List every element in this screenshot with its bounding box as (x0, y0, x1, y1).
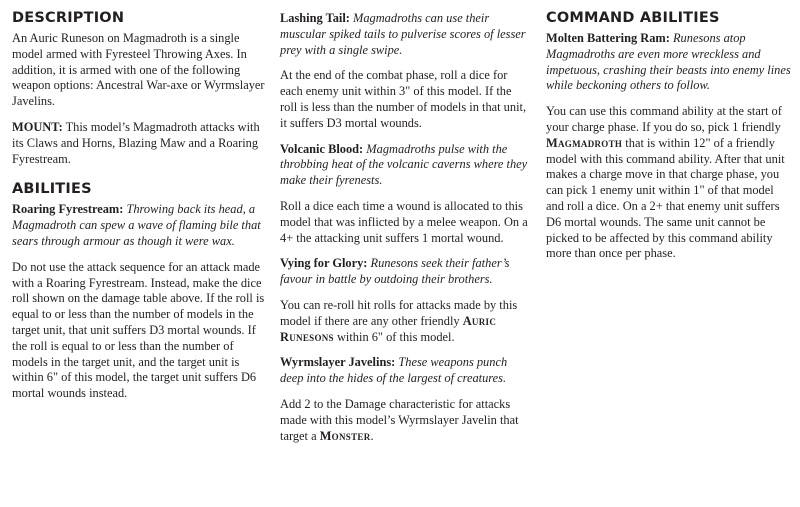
volcanic-blood-paragraph (280, 142, 530, 189)
lashing-tail-paragraph (280, 11, 530, 58)
wyrmslayer-javelins-paragraph (280, 355, 530, 387)
wyrmslayer-javelins-rules (280, 397, 530, 444)
volcanic-blood-label: Volcanic Blood: (280, 141, 364, 156)
ram-rules-text: You can use this command ability at the start of your charge phase. If you do so, pick 1 friendly (546, 104, 782, 134)
javelins-rules-text: Add 2 to the Damage characteristic for attacks made with this model’s Wyrmslayer Javelin that target a (280, 396, 519, 443)
volcanic-blood-rules: Roll a dice each time a wound is allocated to this model that was inflicted by a melee weapon. On a 4+ the attacking unit suffers 1 mortal wound. (280, 198, 528, 245)
vying-for-glory-paragraph (280, 256, 530, 288)
ram-rules-text-end: that is within 12" of a friendly model with this command ability. After that unit makes a charge move in that charge phase, you can pick 1 enemy unit within 1" of that model and roll a dice. On a 2+ that enemy unit suffers D6 mortal wounds. The same unit cannot be picked to be affected by this command ability more than once per phase. (546, 135, 785, 261)
lashing-tail-rules: At the end of the combat phase, roll a dice for each enemy unit within 3" of this model. If the roll is less than the number of models in that unit, it suffers D3 mortal wounds. (280, 68, 527, 130)
description-heading: DESCRIPTION (12, 10, 125, 26)
auric-runesons-keyword: Auric Runesons (280, 313, 497, 344)
abilities-heading: ABILITIES (12, 181, 92, 198)
column-middle (280, 11, 530, 444)
vying-rules-text-end: within 6" of this model. (333, 329, 455, 344)
roaring-fyrestream-paragraph (12, 202, 267, 249)
molten-battering-ram-rules (546, 104, 794, 262)
description-text: An Auric Runeson on Magmadroth is a single model armed with Fyresteel Throwing Axes. In addition, it is armed with one of the following weapon options: Ancestral War-axe or Wyrmslayer Javelins. (12, 31, 265, 109)
molten-battering-ram-flavour: Runesons atop Magmadroths are even more wreckless and impetuous, crashing their beasts into enemy lines while beckoning others to follow. (546, 31, 791, 93)
wyrmslayer-javelins-flavour: These weapons punch deep into the hides of the largest of creatures. (280, 355, 508, 386)
command-abilities-heading: COMMAND ABILITIES (546, 10, 720, 26)
vying-rules-text: You can re-roll hit rolls for attacks made by this model if there are any other friendly (280, 297, 518, 328)
vying-for-glory-rules (280, 298, 530, 345)
molten-battering-ram-label: Molten Battering Ram: (546, 31, 670, 45)
lashing-tail-label: Lashing Tail: (280, 11, 350, 25)
mount-label: MOUNT: (12, 119, 63, 134)
mount-text: This model’s Magmadroth attacks with its Claws and Horns, Blazing Maw and a Roaring Fyrestream. (12, 119, 260, 166)
javelins-rules-text-end: . (370, 428, 374, 443)
monster-keyword: Monster (319, 428, 371, 443)
roaring-fyrestream-rules: Do not use the attack sequence for an attack made with a Roaring Fyrestream. Instead, make the dice roll shown on the damage table above. If the roll is equal to or less than the number of models in the target unit, that unit suffers D3 mortal wounds. If the roll is equal to or less than the number of models in the target unit, and the target unit is within 6" of this model, the target unit suffers D6 mortal wounds instead. (12, 259, 265, 401)
volcanic-blood-flavour: Magmadroths pulse with the throbbing heat of the volcanic caverns where they make their fyrenests. (280, 141, 528, 188)
lashing-tail-flavour: Magmadroths can use their muscular spiked tails to pulverise scores of lesser prey with a single swipe. (280, 11, 526, 57)
mount-paragraph (12, 120, 267, 167)
column-right (546, 9, 794, 262)
roaring-fyrestream-flavour: Throwing back its head, a Magmadroth can spew a wave of flaming bile that sears through armour as though it were wax. (12, 202, 261, 248)
column-left (12, 9, 267, 402)
roaring-fyrestream-label: Roaring Fyrestream: (12, 202, 124, 217)
vying-for-glory-label: Vying for Glory: (280, 256, 368, 271)
vying-for-glory-flavour: Runesons seek their father’s favour in battle by outdoing their brothers. (280, 256, 510, 287)
wyrmslayer-javelins-label: Wyrmslayer Javelins: (280, 355, 396, 370)
magmadroth-keyword: Magmadroth (546, 135, 623, 150)
molten-battering-ram-paragraph (546, 31, 794, 94)
